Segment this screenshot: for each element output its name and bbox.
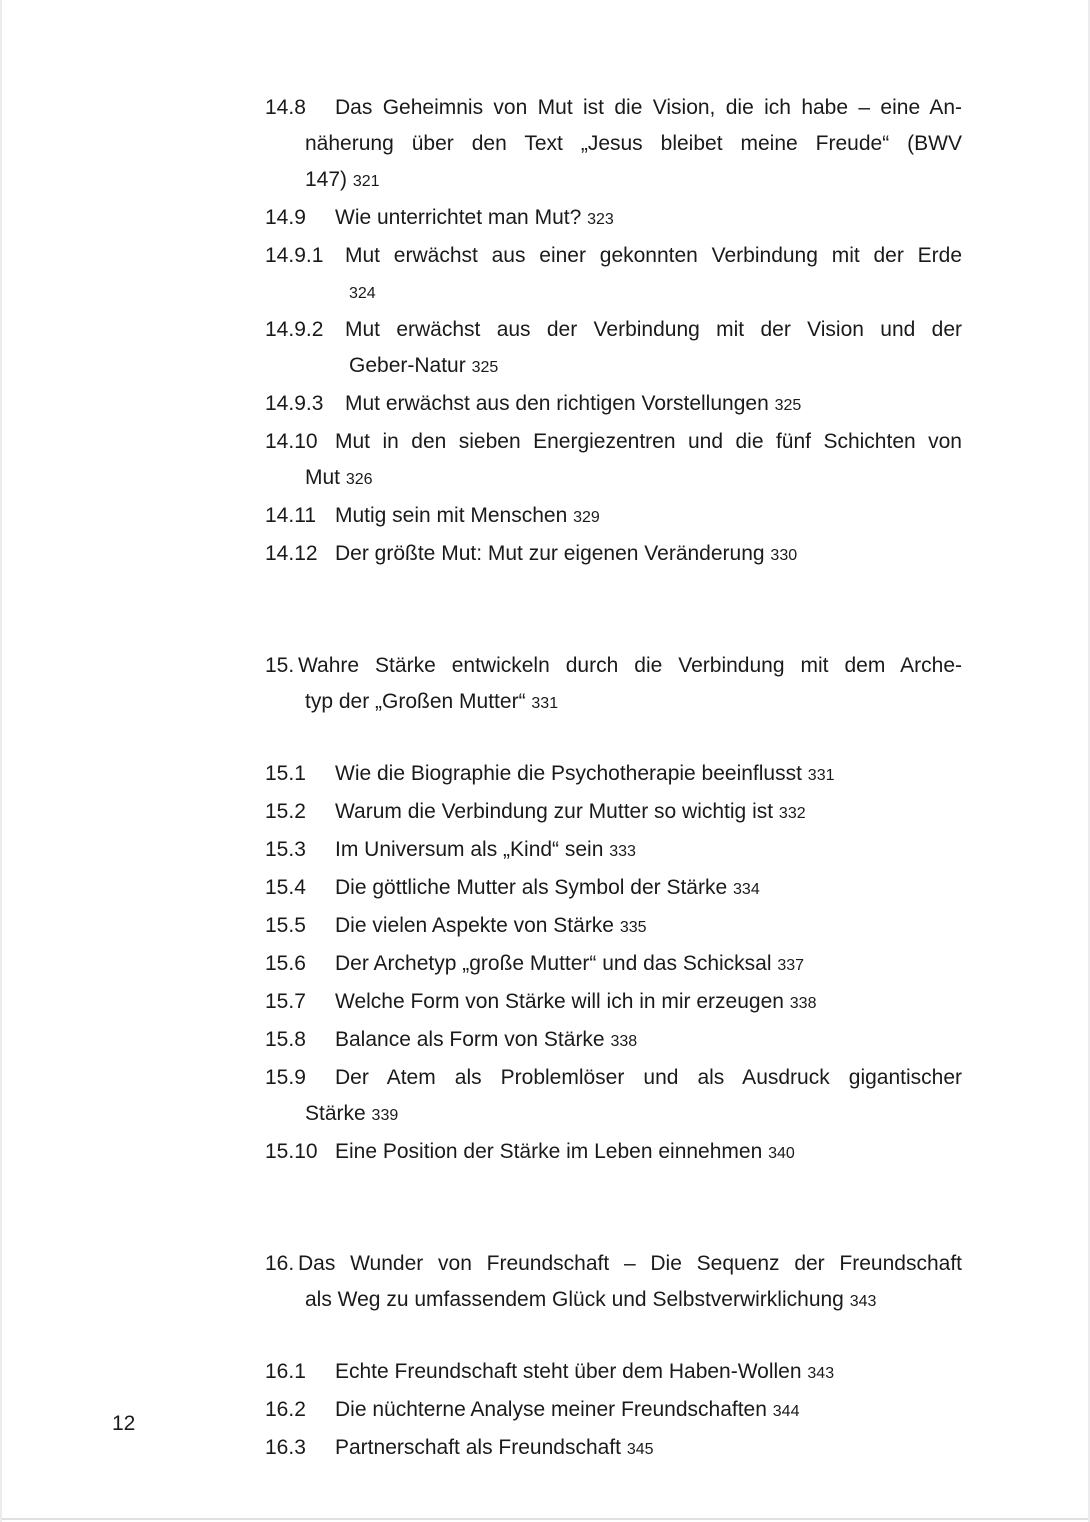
toc-entry [265,984,962,1022]
toc-line: 14.8 Das Geheimnis von Mut ist die Vision, die ich habe – eine An- [265,90,962,126]
toc-entry [265,1392,962,1430]
toc-line: 15.7 Welche Form von Stärke will ich in mir erzeugen 338 [265,984,962,1022]
toc-entry [265,870,962,908]
toc-entry [265,756,962,794]
toc-line: 15.9 Der Atem als Problemlöser und als Ausdruck gigantischer [265,1060,962,1096]
toc-page-number: 333 [609,843,636,860]
toc-entry-number: 16.2 [265,1398,306,1421]
toc-line: 14.11 Mutig sein mit Menschen 329 [265,498,962,536]
toc-entry-number: 15.1 [265,762,306,785]
toc-page-number: 331 [531,695,559,712]
toc-line: näherung über den Text „Jesus bleibet meine Freude“ (BWV [305,132,962,155]
toc-entry [265,1134,962,1172]
toc-page-number: 330 [770,547,798,564]
toc-page-number: 338 [610,1033,638,1050]
toc-line: Mut 326 [305,466,373,489]
toc-entry [265,536,962,574]
toc-entry-number: 14.10 [265,430,318,453]
toc-page-number: 339 [371,1107,399,1124]
toc-page-number: 335 [619,919,647,936]
toc-line: Stärke 339 [305,1102,399,1125]
toc-line: 15.8 Balance als Form von Stärke 338 [265,1022,962,1060]
toc-line: 14.9.1 Mut erwächst aus einer gekonnten Verbindung mit der Erde [265,238,962,274]
toc-entry [265,946,962,984]
toc-entry-number: 15.10 [265,1140,318,1163]
toc-page-number: 323 [587,211,614,228]
toc-line: 15.2 Warum die Verbindung zur Mutter so wichtig ist 332 [265,794,962,832]
toc-line: 14.12 Der größte Mut: Mut zur eigenen Veränderung 330 [265,536,962,574]
toc-entry-number: 14.9.3 [265,392,324,415]
toc-entry [265,312,962,386]
toc-line: 16.1 Echte Freundschaft steht über dem Haben-Wollen 343 [265,1354,962,1392]
toc-page-number: 325 [774,397,802,414]
toc-line: typ der „Großen Mutter“ 331 [305,690,559,713]
toc-line: 15.6 Der Archetyp „große Mutter“ und das Schicksal 337 [265,946,962,984]
toc-entry-number: 16. [265,1252,295,1275]
toc-entry-number: 15. [265,654,295,677]
toc-entry [265,498,962,536]
toc-page-number: 343 [807,1365,835,1382]
toc-entry [265,1022,962,1060]
toc-line: 15.3 Im Universum als „Kind“ sein 333 [265,832,962,870]
toc-page-number: 338 [789,995,817,1012]
toc-entry [265,908,962,946]
toc-page-number: 326 [345,471,373,488]
toc-line: 16.3 Partnerschaft als Freundschaft 345 [265,1430,962,1468]
toc-line: Geber-Natur 325 [349,354,499,377]
toc-entry [265,1430,962,1468]
toc-chapter-heading [265,648,962,722]
page-number: 12 [112,1412,136,1435]
toc-entry [265,1354,962,1392]
toc-page-number: 329 [573,509,600,526]
toc-entry [265,424,962,498]
toc-entry-number: 15.5 [265,914,306,937]
toc-entry-number: 14.9 [265,206,306,229]
toc-entry [265,200,962,238]
toc-page-number: 344 [772,1403,800,1420]
toc-line: als Weg zu umfassendem Glück und Selbstverwirklichung 343 [305,1288,877,1311]
toc-page-number: 334 [733,881,760,898]
toc-line: 16. Das Wunder von Freundschaft – Die Sequenz der Freundschaft [265,1246,962,1282]
toc-entry-number: 16.3 [265,1436,306,1459]
toc-entry-number: 14.9.1 [265,244,324,267]
toc-line: 147) 321 [305,168,380,191]
toc-line: 15. Wahre Stärke entwickeln durch die Verbindung mit dem Arche- [265,648,962,684]
toc-entry-number: 15.9 [265,1066,306,1089]
toc-entry [265,1060,962,1134]
toc-entry-number: 16.1 [265,1360,306,1383]
toc-line: 15.4 Die göttliche Mutter als Symbol der Stärke 334 [265,870,962,908]
toc-line: 14.9.2 Mut erwächst aus der Verbindung mit der Vision und der [265,312,962,348]
toc-entry [265,386,962,424]
toc-entry-number: 15.3 [265,838,306,861]
toc-page-number: 337 [777,957,805,974]
toc-entry-number: 15.6 [265,952,306,975]
page-bottom-edge [2,1518,1088,1520]
toc-entry-number: 15.4 [265,876,306,899]
toc-entry-number: 15.2 [265,800,306,823]
toc-page-number: 343 [849,1293,877,1310]
toc-entry [265,90,962,200]
toc-entry-number: 15.8 [265,1028,306,1051]
toc-entry [265,832,962,870]
toc-line: 15.5 Die vielen Aspekte von Stärke 335 [265,908,962,946]
toc-line: 16.2 Die nüchterne Analyse meiner Freundschaften 344 [265,1392,962,1430]
toc-page-number: 324 [349,285,376,302]
toc-entry [265,794,962,832]
toc-page-number: 331 [807,767,835,784]
table-of-contents [265,90,962,1468]
toc-entry-number: 14.12 [265,542,318,565]
toc-page-number: 321 [352,173,380,190]
toc-entry-number: 15.7 [265,990,306,1013]
toc-line: 14.9 Wie unterrichtet man Mut? 323 [265,200,962,238]
toc-page-number: 345 [626,1441,654,1458]
toc-entry-number: 14.11 [265,504,316,527]
toc-entry-number: 14.9.2 [265,318,324,341]
toc-page-number: 325 [471,359,499,376]
toc-line [265,274,962,312]
toc-line: 15.10 Eine Position der Stärke im Leben einnehmen 340 [265,1134,962,1172]
toc-page-number: 332 [778,805,806,822]
toc-line: 15.1 Wie die Biographie die Psychotherapie beeinflusst 331 [265,756,962,794]
toc-line: 14.10 Mut in den sieben Energiezentren und die fünf Schichten von [265,424,962,460]
toc-line: 14.9.3 Mut erwächst aus den richtigen Vorstellungen 325 [265,386,962,424]
toc-chapter-heading [265,1246,962,1320]
toc-entry [265,238,962,312]
toc-page-number: 340 [768,1145,795,1162]
toc-entry-number: 14.8 [265,96,306,119]
